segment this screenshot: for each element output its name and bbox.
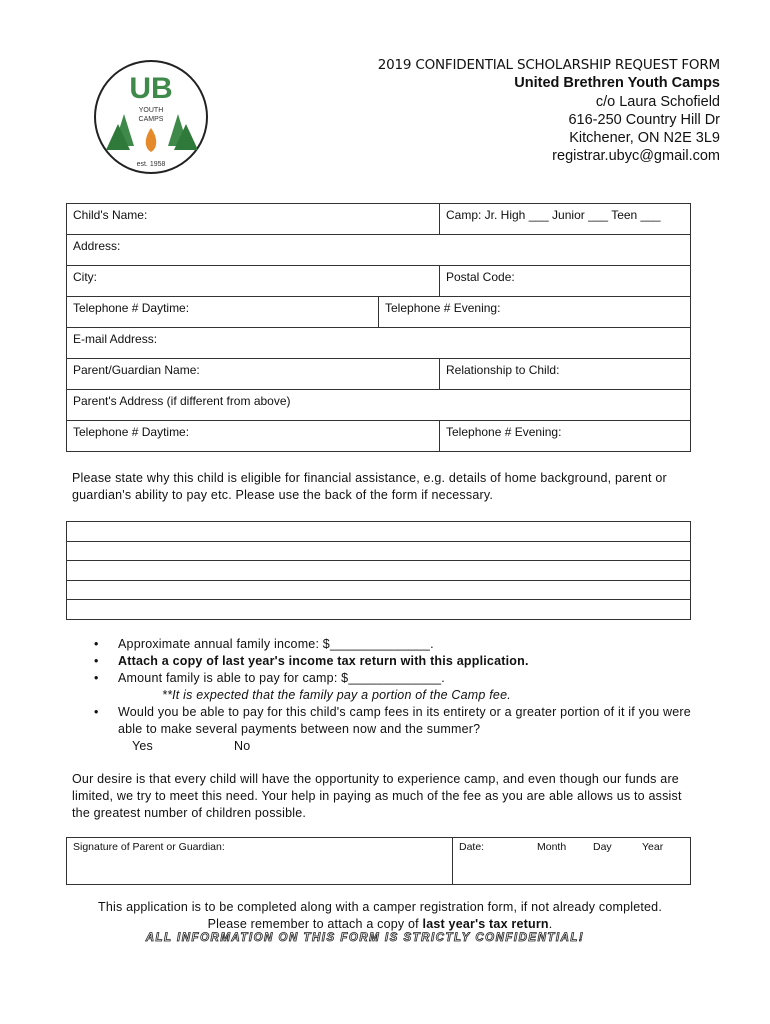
footer-line2-end: .	[548, 917, 553, 931]
city-field[interactable]: City:	[73, 270, 97, 284]
list-item: • Amount family is able to pay for camp: $_____________.	[94, 671, 445, 685]
mission-statement: Our desire is that every child will have the opportunity to experience camp, and even though our funds are limited, we try to meet this need. Your help in paying as much of the fee as you are able allows us to assist the greatest number of children possible.	[72, 772, 682, 820]
eligibility-instructions: Please state why this child is eligible for financial assistance, e.g. details of home background, parent or guardian's ability to pay etc. Please use the back of the form if necessary.	[72, 471, 667, 502]
signature-table	[66, 837, 691, 885]
year-label: Year	[642, 841, 664, 853]
answer-line[interactable]	[67, 581, 690, 601]
camp-field[interactable]: Camp: Jr. High ___ Junior ___ Teen ___	[439, 204, 690, 234]
answer-line[interactable]	[67, 561, 690, 581]
email-field[interactable]: E-mail Address:	[73, 332, 158, 346]
eligibility-answer-lines[interactable]	[66, 521, 691, 620]
ub-youth-camps-logo	[92, 58, 210, 176]
address-field[interactable]: Address:	[73, 239, 121, 253]
logo-line1: YOUTH	[138, 107, 164, 114]
signature-field[interactable]: Signature of Parent or Guardian:	[67, 838, 453, 884]
row-child	[67, 204, 690, 235]
address-line2: 616-250 Country Hill Dr	[568, 112, 720, 128]
row-email	[67, 328, 690, 359]
address-line1: c/o Laura Schofield	[595, 94, 720, 110]
parent-address-field[interactable]: Parent's Address (if different from above)	[73, 394, 291, 408]
org-name: United Brethren Youth Camps	[514, 75, 720, 91]
logo-line2: CAMPS	[138, 116, 164, 123]
form-title: 2019 CONFIDENTIAL SCHOLARSHIP REQUEST FORM	[377, 57, 720, 73]
no-option[interactable]: No	[234, 739, 251, 753]
address-line3: Kitchener, ON N2E 3L9	[569, 130, 720, 146]
date-label: Date:	[459, 841, 485, 853]
child-name-field[interactable]: Child's Name:	[73, 208, 148, 222]
footer-line2-text: Please remember to attach a copy of	[207, 917, 423, 931]
yes-no-options	[94, 738, 704, 755]
header-block	[300, 56, 720, 165]
parent-name-field[interactable]: Parent/Guardian Name:	[73, 363, 200, 377]
footer-line1: This application is to be completed along with a camper registration form, if not already completed.	[97, 900, 663, 914]
applicant-info-table	[66, 203, 691, 452]
list-item: • Attach a copy of last year's income tax return with this application.	[94, 654, 529, 668]
income-question[interactable]: Approximate annual family income: $______________.	[118, 637, 434, 651]
row-parent-address	[67, 390, 690, 421]
row-parent	[67, 359, 690, 390]
footer-note	[60, 899, 700, 933]
answer-line[interactable]	[67, 522, 690, 542]
yes-option[interactable]: Yes	[132, 739, 153, 753]
portion-note: **It is expected that the family pay a portion of the Camp fee.	[162, 688, 511, 702]
parent-telephone-evening-field[interactable]: Telephone # Evening:	[439, 421, 690, 451]
footer-line2-bold: last year's tax return	[422, 917, 549, 931]
footer-line2	[60, 916, 700, 933]
list-item: • Approximate annual family income: $______________.	[94, 637, 434, 651]
contact-email: registrar.ubyc@gmail.com	[552, 148, 720, 164]
postal-code-field[interactable]: Postal Code:	[439, 266, 690, 296]
payment-plan-question: Would you be able to pay for this child's camp fees in its entirety or a greater portion of it if you were able to make several payments between now and the summer?	[118, 705, 691, 736]
row-address	[67, 235, 690, 266]
date-field[interactable]	[453, 838, 690, 884]
list-item: • Would you be able to pay for this child's camp fees in its entirety or a greater portion of it if you were able to make several payments between now and the summer?	[94, 704, 704, 738]
row-parent-phone	[67, 421, 690, 452]
telephone-evening-field[interactable]: Telephone # Evening:	[378, 297, 690, 327]
telephone-daytime-field[interactable]: Telephone # Daytime:	[73, 301, 190, 315]
answer-line[interactable]	[67, 600, 690, 620]
tax-return-instruction: Attach a copy of last year's income tax return with this application.	[118, 654, 529, 668]
relationship-field[interactable]: Relationship to Child:	[439, 359, 690, 389]
answer-line[interactable]	[67, 542, 690, 562]
month-label: Month	[537, 841, 567, 853]
day-label: Day	[593, 841, 612, 853]
row-city	[67, 266, 690, 297]
logo-est: est. 1958	[136, 161, 166, 168]
parent-telephone-daytime-field[interactable]: Telephone # Daytime:	[73, 425, 190, 439]
confidential-banner: ALL INFORMATION ON THIS FORM IS STRICTLY CONFIDENTIAL!	[145, 932, 585, 944]
amount-question[interactable]: Amount family is able to pay for camp: $_____________.	[118, 671, 445, 685]
financial-questions	[94, 636, 704, 755]
row-phone	[67, 297, 690, 328]
logo-letters: UB	[129, 72, 173, 105]
